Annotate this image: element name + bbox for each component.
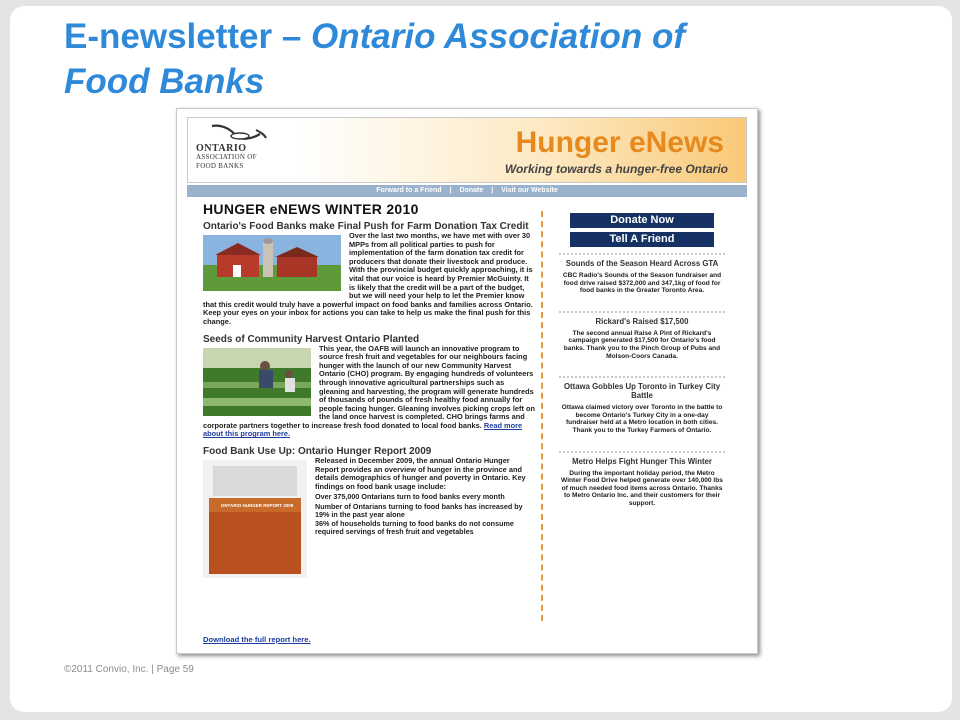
sidebar-separator [559, 376, 725, 378]
article-body-text: Released in December 2009, the annual Ontario Hunger Report provides an overview of hunger in the province and details demographics of hunger and poverty in Ontario. Key findings on food bank usage include: [315, 456, 526, 491]
hunger-report-cover [203, 460, 307, 581]
article-title: Food Bank Use Up: Ontario Hunger Report 2009 [203, 446, 432, 458]
article-title: Ontario's Food Banks make Final Push for Farm Donation Tax Credit [203, 221, 529, 232]
list-item: • Over 375,000 Ontarians turn to food banks every month [221, 493, 535, 501]
newsletter-header [187, 117, 747, 183]
column-divider [541, 211, 543, 621]
sidebar-item-title: Ottawa Gobbles Up Toronto in Turkey City Battle [563, 382, 721, 401]
oafb-logo [192, 122, 284, 180]
sidebar [553, 209, 731, 508]
nav-website-link[interactable]: Visit our Website [501, 187, 558, 194]
farm-photo [203, 235, 341, 294]
harvest-photo [203, 348, 311, 419]
nav-forward-link[interactable]: Forward to a Friend [376, 187, 442, 194]
sidebar-item-body: During the important holiday period, the Metro Winter Food Drive helped generate over 140,000 lbs of much needed food items across Ontario. Thanks to Metro Ontario Inc. and their customers for their support. [561, 469, 723, 507]
article-body [203, 457, 535, 536]
sidebar-separator [559, 451, 725, 453]
sidebar-item-title: Metro Helps Fight Hunger This Winter [572, 456, 712, 466]
issue-title: HUNGER eNEWS WINTER 2010 [203, 201, 419, 217]
article-body-text: This year, the OAFB will launch an innovative program to source fresh fruit and vegetables for our neighbours facing hunger with the launch of our new Community Harvest Ontario (CHO) program. By engaging hundreds of volunteers through innovative agricultural partnerships such as gleaning and harvesting, the program will generate hundreds of thousands of pounds of fresh healthy food annually for people facing hunger. Gleaning involves picking crops left on the land once harvest is completed. CHO brings farms and corporate partners together to increase fresh food donated to local food banks. [203, 343, 536, 430]
nav-donate-link[interactable]: Donate [459, 187, 484, 194]
nav-separator: | [491, 187, 494, 194]
slide-title [64, 14, 884, 104]
report-cover-label: ONTARIO HUNGER REPORT 2009 [220, 503, 294, 509]
list-item: • 36% of households turning to food banks do not consume required servings of fresh fruit and vegetables [221, 520, 535, 536]
sidebar-separator [559, 253, 725, 255]
sidebar-item-body: The second annual Raise A Pint of Rickard's campaign generated $17,500 for Ontario's food banks. Thank you to the Pinch Group of Pubs and Molson-Coors Canada. [563, 329, 721, 360]
download-report-link[interactable]: Download the full report here. [203, 635, 311, 644]
newsletter-screenshot [176, 108, 758, 654]
tell-a-friend-button[interactable]: Tell A Friend [570, 232, 714, 247]
slide-title-italic: Ontario Association of [311, 17, 686, 56]
nav-separator: | [449, 187, 452, 194]
slide-footer: ©2011 Convio, Inc. | Page 59 [64, 664, 194, 675]
sidebar-item-body: CBC Radio's Sounds of the Season fundraiser and food drive raised $372,000 and 347,1kg of food for food banks in the Greater Toronto Area. [562, 272, 722, 295]
article-title: Seeds of Community Harvest Ontario Planted [203, 333, 420, 345]
list-item: • Number of Ontarians turning to food banks has increased by 19% in the past year alone [221, 503, 535, 519]
sidebar-item-title: Rickard's Raised $17,500 [595, 316, 689, 326]
logo-line1: ONTARIO [196, 143, 247, 154]
sidebar-separator [559, 311, 725, 313]
donate-now-button[interactable]: Donate Now [570, 213, 714, 228]
slide-title-plain: E-newsletter – [64, 17, 312, 56]
article-body [203, 232, 535, 327]
banner-subtitle: Working towards a hunger-free Ontario [504, 162, 728, 176]
newsletter-nav [187, 185, 747, 197]
banner [298, 118, 746, 182]
article-body-text: Over the last two months, we have met with over 30 MPPs from all political parties to push for implementation of the farm donation tax credit for producers that donate their livestock and produce. With the provincial budget quickly approaching, it is vital that our voice is heard by Premier McGuinty. It is likely that the credit will be a part of the budget, but we will need your help to let the Premier know that this credit would truly have a powerful impact on food banks and families across Ontario. Keep your eyes on your inbox for actions you can take to help us make the final push for this change. [203, 231, 533, 326]
banner-title: Hunger eNews [515, 126, 724, 159]
bowl-icon [206, 122, 270, 144]
logo-line3: FOOD BANKS [196, 162, 244, 170]
logo-line2: ASSOCIATION OF [196, 153, 257, 161]
slide [10, 6, 952, 712]
main-column [203, 201, 535, 583]
read-more-link[interactable]: Read more about this program here. [203, 420, 523, 439]
logo-text [196, 144, 282, 171]
article-body [203, 345, 535, 440]
sidebar-item-body: Ottawa claimed victory over Toronto in the battle to become Ontario's Turkey City in a one-day fundraiser held at a Metro location in both cities. Thank you to the Turkey Farmers of Ontario. [561, 404, 723, 434]
sidebar-item-title: Sounds of the Season Heard Across GTA [565, 259, 719, 268]
slide-title-line2: Food Banks [64, 62, 265, 101]
